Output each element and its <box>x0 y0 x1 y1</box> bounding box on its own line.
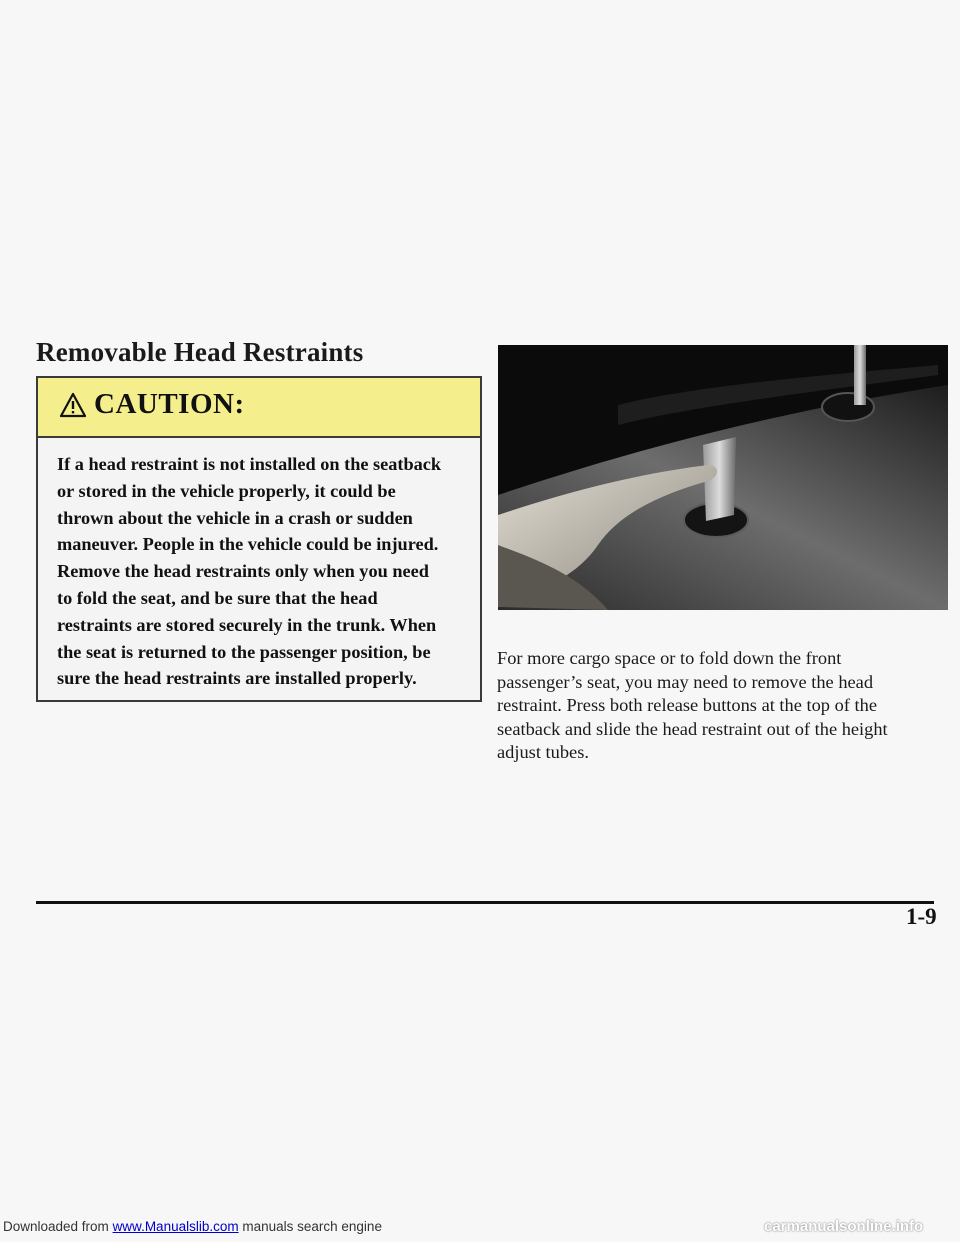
body-paragraph <box>497 647 927 765</box>
caution-line: Remove the head restraints only when you need <box>57 561 429 582</box>
caution-line: or stored in the vehicle properly, it could be <box>57 480 396 501</box>
body-line: restraint. Press both release buttons at the top of the <box>497 695 877 716</box>
body-line: adjust tubes. <box>497 742 589 763</box>
watermark: carmanualsonline.info <box>764 1218 924 1235</box>
head-restraint-photo <box>498 345 948 610</box>
page-rule <box>36 901 934 904</box>
manualslib-link[interactable]: www.Manualslib.com <box>112 1219 239 1234</box>
caution-label: CAUTION: <box>94 388 245 420</box>
footer-prefix: Downloaded from <box>3 1219 113 1234</box>
download-footer <box>3 1219 382 1234</box>
footer-suffix: manuals search engine <box>238 1219 382 1234</box>
caution-box <box>36 376 482 702</box>
caution-line: thrown about the vehicle in a crash or sudden <box>57 507 413 528</box>
caution-line: restraints are stored securely in the trunk. When <box>57 614 437 635</box>
caution-line: the seat is returned to the passenger position, be <box>57 641 431 662</box>
caution-line: sure the head restraints are installed properly. <box>57 668 417 689</box>
caution-text <box>57 451 467 692</box>
caution-line: If a head restraint is not installed on the seatback <box>57 454 442 474</box>
caution-header <box>38 378 480 438</box>
body-line: For more cargo space or to fold down the front <box>497 648 842 668</box>
page-number: 1-9 <box>906 904 937 929</box>
body-line: seatback and slide the head restraint out of the height <box>497 718 888 739</box>
caution-line: to fold the seat, and be sure that the head <box>57 587 378 608</box>
body-line: passenger’s seat, you may need to remove the head <box>497 671 874 692</box>
caution-line: maneuver. People in the vehicle could be injured. <box>57 534 439 555</box>
section-heading: Removable Head Restraints <box>36 337 364 367</box>
warning-triangle-icon <box>59 392 87 418</box>
